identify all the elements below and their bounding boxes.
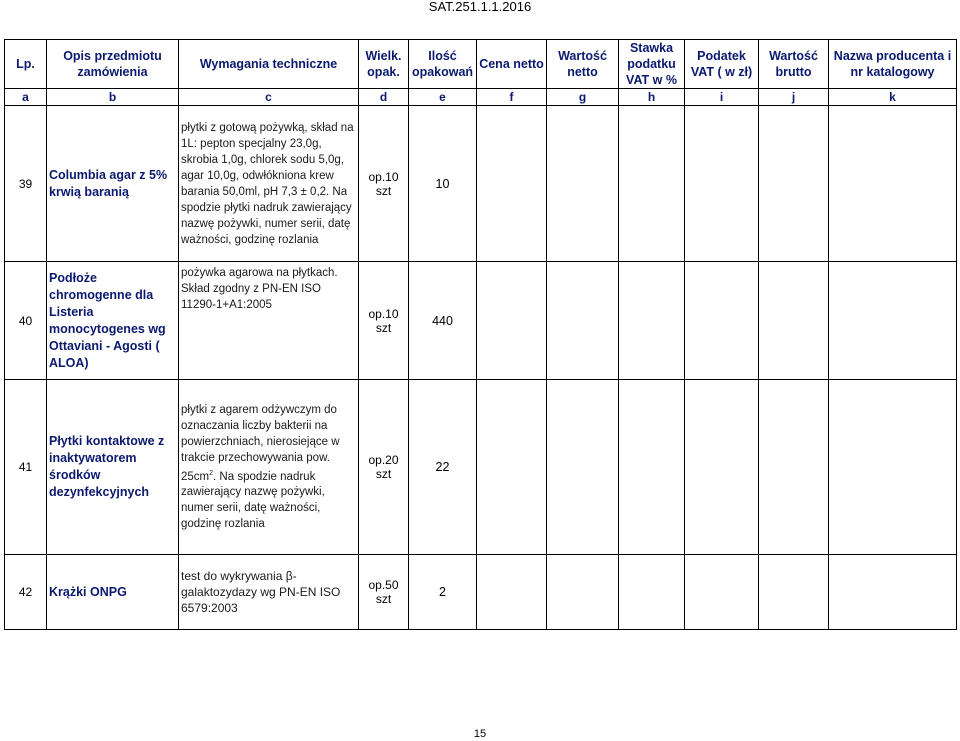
row-cena	[477, 262, 547, 380]
row-requirements	[179, 106, 359, 262]
row-podatek	[685, 106, 759, 262]
header-opis: Opis przedmiotu zamówienia	[47, 40, 179, 89]
row-wartosc-brutto	[759, 380, 829, 555]
table-row	[5, 380, 957, 555]
requirements-text: test do wykrywania β-galaktozydazy wg PN-EN ISO 6579:2003	[181, 569, 341, 615]
row-unit: op.10 szt	[359, 106, 409, 262]
row-unit: op.50 szt	[359, 555, 409, 630]
row-producent	[829, 555, 957, 630]
area-exponent: 2	[209, 469, 214, 477]
row-lp: 40	[5, 262, 47, 380]
table-row	[5, 262, 957, 380]
header-row	[5, 40, 957, 89]
row-wartosc-brutto	[759, 106, 829, 262]
row-qty: 22	[409, 380, 477, 555]
row-name: Płytki kontaktowe z inaktywatorem środków dezynfekcyjnych	[47, 380, 179, 555]
row-wartosc-brutto	[759, 555, 829, 630]
row-wartosc-brutto	[759, 262, 829, 380]
row-producent	[829, 262, 957, 380]
table-row	[5, 555, 957, 630]
letter-cell: a	[5, 89, 47, 106]
row-qty: 10	[409, 106, 477, 262]
row-wartosc-netto	[547, 555, 619, 630]
row-lp: 41	[5, 380, 47, 555]
row-lp: 39	[5, 106, 47, 262]
requirements-text: płytki z agarem odżywczym do oznaczania liczby bakterii na powierzchniach, nierosiejące w trakcie przechowywania pow. 25cm	[181, 403, 340, 483]
row-cena	[477, 380, 547, 555]
header-lp: Lp.	[5, 40, 47, 89]
row-qty: 440	[409, 262, 477, 380]
row-stawka	[619, 380, 685, 555]
order-table	[4, 39, 957, 630]
header-producent: Nazwa producenta i nr katalogowy	[829, 40, 957, 89]
row-unit: op.20 szt	[359, 380, 409, 555]
row-requirements	[179, 262, 359, 380]
header-wielk: Wielk. opak.	[359, 40, 409, 89]
requirements-extra: . Na spodzie nadruk zawierający nazwę pożywki, numer serii, datę ważności, godzinę rozlania	[181, 470, 325, 531]
row-stawka	[619, 555, 685, 630]
header-wymagania: Wymagania techniczne	[179, 40, 359, 89]
header-wartosc-netto: Wartość netto	[547, 40, 619, 89]
header-stawka: Stawka podatku VAT w %	[619, 40, 685, 89]
row-wartosc-netto	[547, 106, 619, 262]
row-qty: 2	[409, 555, 477, 630]
page-number: 15	[473, 728, 487, 740]
row-podatek	[685, 555, 759, 630]
letter-cell: e	[409, 89, 477, 106]
row-podatek	[685, 380, 759, 555]
header-podatek: Podatek VAT ( w zł)	[685, 40, 759, 89]
letter-cell: c	[179, 89, 359, 106]
header-cena: Cena netto	[477, 40, 547, 89]
letter-cell: b	[47, 89, 179, 106]
row-producent	[829, 106, 957, 262]
letter-cell: k	[829, 89, 957, 106]
row-name: Krążki ONPG	[47, 555, 179, 630]
requirements-text: pożywka agarowa na płytkach. Skład zgodny z PN-EN ISO 11290-1+A1:2005	[181, 267, 338, 311]
row-wartosc-netto	[547, 262, 619, 380]
row-cena	[477, 106, 547, 262]
row-requirements	[179, 380, 359, 555]
row-cena	[477, 555, 547, 630]
letter-cell: f	[477, 89, 547, 106]
letter-cell: h	[619, 89, 685, 106]
letter-cell: j	[759, 89, 829, 106]
requirements-text: płytki z gotową pożywką, skład na 1L: pepton specjalny 23,0g, skrobia 1,0g, chlorek sodu 5,0g, agar 10,0g, odwłókniona krew barania 50,0ml, pH 7,3 ± 0,2. Na spodzie płytki nadruk zawierający nazwę pożywki, numer serii, datę ważności, godzinę rozlania	[181, 121, 354, 246]
row-producent	[829, 380, 957, 555]
row-podatek	[685, 262, 759, 380]
row-requirements	[179, 555, 359, 630]
letter-cell: i	[685, 89, 759, 106]
letter-cell: g	[547, 89, 619, 106]
row-name: Columbia agar z 5% krwią baranią	[47, 106, 179, 262]
letter-cell: d	[359, 89, 409, 106]
row-stawka	[619, 106, 685, 262]
row-wartosc-netto	[547, 380, 619, 555]
row-name: Podłoże chromogenne dla Listeria monocytogenes wg Ottaviani - Agosti ( ALOA)	[47, 262, 179, 380]
row-stawka	[619, 262, 685, 380]
document-title: SAT.251.1.1.2016	[428, 0, 532, 14]
header-wartosc-brutto: Wartość brutto	[759, 40, 829, 89]
row-lp: 42	[5, 555, 47, 630]
header-ilosc: Ilość opakowań	[409, 40, 477, 89]
table-row	[5, 106, 957, 262]
letter-row	[5, 89, 957, 106]
row-unit: op.10 szt	[359, 262, 409, 380]
